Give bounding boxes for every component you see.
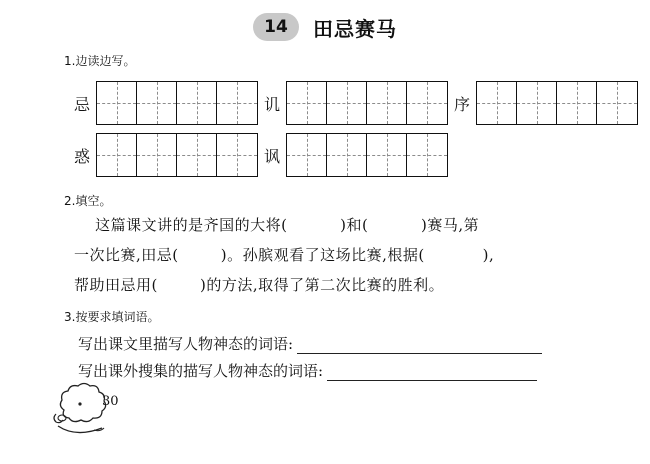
word-prompt-row <box>78 333 542 354</box>
fill-blank-line[interactable]: 一次比赛,田忌( )。孙膑观看了这场比赛,根据( ), <box>74 246 495 264</box>
writing-grid-ji <box>72 81 258 125</box>
word-prompt: 写出课外搜集的描写人物神态的词语: <box>78 362 324 380</box>
answer-line[interactable] <box>297 337 542 354</box>
tianzige-box <box>286 133 448 177</box>
writing-cell[interactable] <box>517 82 557 124</box>
sheep-mascot-icon <box>50 380 120 438</box>
lesson-header <box>0 10 650 44</box>
writing-cell[interactable] <box>407 134 447 176</box>
fill-blank-line[interactable]: 这篇课文讲的是齐国的大将( )和( )赛马,第 <box>74 216 480 234</box>
writing-cell[interactable] <box>477 82 517 124</box>
lesson-title: 田忌赛马 <box>313 16 397 41</box>
tianzige-box <box>476 81 638 125</box>
tianzige-box <box>96 133 258 177</box>
writing-cell[interactable] <box>327 134 367 176</box>
writing-cell[interactable] <box>287 82 327 124</box>
writing-cell[interactable] <box>327 82 367 124</box>
writing-cell[interactable] <box>177 134 217 176</box>
writing-cell[interactable] <box>217 134 257 176</box>
grid-character: 序 <box>453 94 470 114</box>
grid-character: 忌 <box>73 94 90 114</box>
lesson-number-badge: 14 <box>253 13 299 41</box>
writing-cell[interactable] <box>97 82 137 124</box>
grid-character: 讥 <box>263 94 280 114</box>
writing-cell[interactable] <box>137 82 177 124</box>
writing-grid-ji2 <box>262 81 448 125</box>
writing-cell[interactable] <box>217 82 257 124</box>
writing-cell[interactable] <box>597 82 637 124</box>
writing-grid-huo <box>72 133 258 177</box>
grid-character: 惑 <box>73 146 90 166</box>
answer-line[interactable] <box>327 364 537 381</box>
word-prompt: 写出课文里描写人物神态的词语: <box>78 335 294 353</box>
writing-cell[interactable] <box>367 134 407 176</box>
writing-cell[interactable] <box>137 134 177 176</box>
page-number: 30 <box>102 394 119 409</box>
writing-cell[interactable] <box>407 82 447 124</box>
writing-cell[interactable] <box>97 134 137 176</box>
writing-grid-xu <box>452 81 638 125</box>
section3-heading: 3.按要求填词语。 <box>64 310 160 324</box>
tianzige-box <box>96 81 258 125</box>
fill-blank-line[interactable]: 帮助田忌用( )的方法,取得了第二次比赛的胜利。 <box>74 276 445 294</box>
tianzige-box <box>286 81 448 125</box>
writing-cell[interactable] <box>287 134 327 176</box>
grid-character: 讽 <box>263 146 280 166</box>
section1-heading: 1.边读边写。 <box>64 54 136 68</box>
writing-cell[interactable] <box>367 82 407 124</box>
writing-cell[interactable] <box>557 82 597 124</box>
writing-grid-feng <box>262 133 448 177</box>
section2-heading: 2.填空。 <box>64 194 112 208</box>
writing-cell[interactable] <box>177 82 217 124</box>
word-prompt-row <box>78 360 537 381</box>
